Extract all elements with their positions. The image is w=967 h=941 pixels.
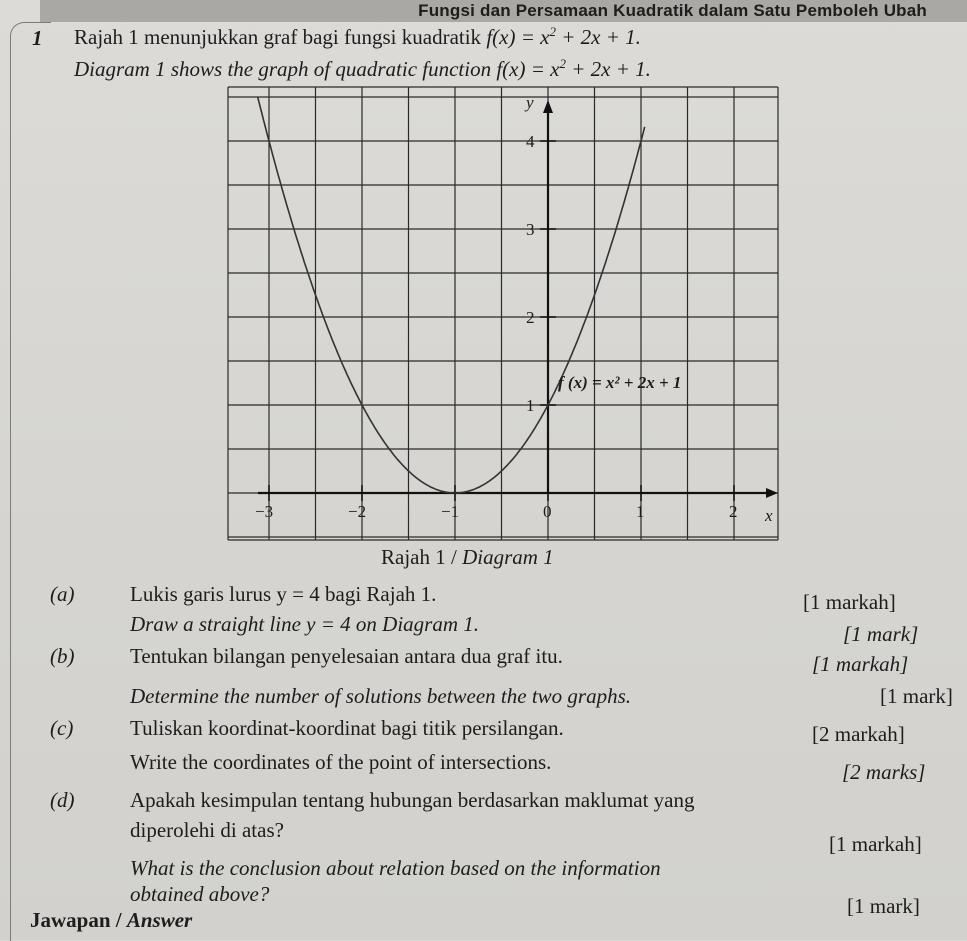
- function-rhs: + 2x + 1.: [565, 57, 651, 81]
- y-tick-label: 4: [526, 132, 535, 151]
- tick-labels: [255, 93, 773, 525]
- part-b-label: (b): [50, 644, 75, 668]
- part-c-ms-marks: [2 markah]: [812, 722, 905, 746]
- function-lhs: f(x) = x: [486, 25, 550, 49]
- y-tick-label: 2: [526, 308, 535, 327]
- part-a-ms-marks: [1 markah]: [803, 590, 896, 614]
- answer-label-ms: Jawapan /: [30, 908, 127, 932]
- part-d-ms-line1: Apakah kesimpulan tentang hubungan berdasarkan maklumat yang: [130, 788, 695, 812]
- function-lhs: f(x) = x: [496, 57, 560, 81]
- diagram-caption: [381, 545, 554, 570]
- part-a-en: Draw a straight line y = 4 on Diagram 1.: [130, 612, 480, 636]
- x-tick-label: 2: [729, 502, 738, 521]
- answer-label: [30, 908, 192, 933]
- part-d-ms-line2: diperolehi di atas?: [130, 818, 284, 842]
- y-tick-label: 3: [526, 220, 535, 239]
- part-d-label: (d): [50, 788, 75, 812]
- part-a-ms: Lukis garis lurus y = 4 bagi Rajah 1.: [130, 582, 437, 606]
- axes: [258, 100, 778, 501]
- x-axis-label: x: [765, 506, 773, 525]
- part-d-en-line1: What is the conclusion about relation based on the information: [130, 856, 661, 880]
- x-tick-label: −3: [255, 502, 274, 521]
- part-d-en-marks: [1 mark]: [847, 894, 920, 918]
- part-d-en-line2: obtained above?: [130, 882, 270, 906]
- x-tick-label: 0: [543, 502, 552, 521]
- caption-en: Diagram 1: [462, 545, 554, 569]
- part-c-ms: Tuliskan koordinat-koordinat bagi titik persilangan.: [130, 716, 564, 740]
- part-b-en-marks: [1 mark]: [880, 684, 953, 708]
- part-c-label: (c): [50, 716, 74, 740]
- y-tick-label: 1: [526, 396, 535, 415]
- caption-ms: Rajah 1 /: [381, 545, 463, 569]
- function-exponent: 2: [559, 56, 566, 71]
- intro-en-text: Diagram 1 shows the graph of quadratic function: [74, 57, 497, 81]
- part-b-en: Determine the number of solutions between the two graphs.: [130, 684, 632, 708]
- part-d-ms-marks: [1 markah]: [829, 832, 922, 856]
- part-a-en-marks: [1 mark]: [843, 622, 919, 646]
- grid: [228, 87, 778, 540]
- x-tick-label: −2: [348, 502, 367, 521]
- x-tick-label: −1: [441, 502, 460, 521]
- part-b-ms-marks: [1 markah]: [812, 652, 909, 676]
- function-rhs: + 2x + 1.: [555, 25, 641, 49]
- intro-ms-text: Rajah 1 menunjukkan graf bagi fungsi kuadratik: [74, 25, 487, 49]
- y-axis-label: y: [526, 93, 534, 112]
- curve-annotation: f (x) = x² + 2x + 1: [558, 373, 682, 392]
- question-number: 1: [32, 26, 43, 50]
- part-c-en-marks: [2 marks]: [842, 760, 926, 784]
- x-tick-label: 1: [636, 502, 645, 521]
- chapter-title: Fungsi dan Persamaan Kuadratik dalam Satu Pemboleh Ubah: [418, 1, 927, 20]
- part-c-en: Write the coordinates of the point of intersections.: [130, 750, 552, 774]
- part-a-label: (a): [50, 582, 75, 606]
- answer-label-en: Answer: [126, 908, 193, 932]
- function-exponent: 2: [549, 24, 556, 39]
- part-b-ms: Tentukan bilangan penyelesaian antara dua graf itu.: [130, 644, 563, 668]
